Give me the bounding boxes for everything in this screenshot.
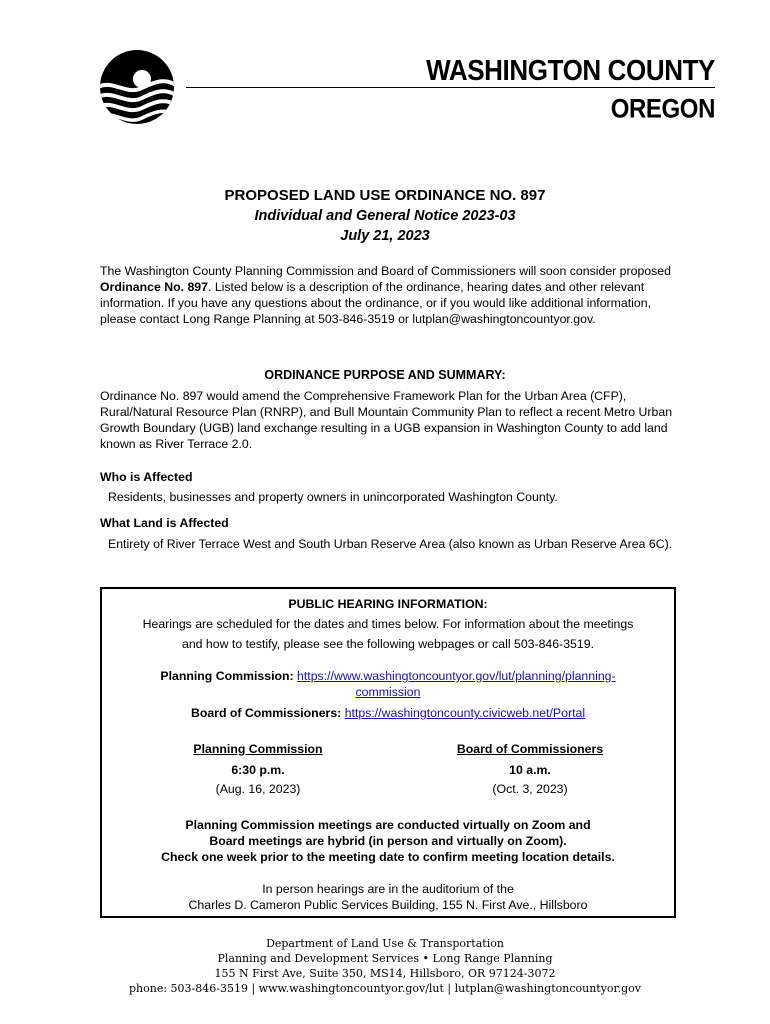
boc-link[interactable]: https://washingtoncounty.civicweb.net/Portal [344,706,586,720]
notice-date: July 21, 2023 [340,228,430,244]
pc-link-label: Planning Commission: [160,669,294,683]
location-line-1: In person hearings are in the auditorium of the [262,882,514,896]
purpose-paragraph: Ordinance No. 897 would amend the Comprehensive Framework Plan for the Urban Area (CFP), Rural/Natural Resource Plan (RNRP), and Bull Mountain Community Plan to reflect a recent Metro Urban Growth Boundary (UGB) land exchange resulting in a UGB expansion in Washington County to add land known as River Terrace 2.0. [100,389,673,451]
meeting-note-2: Board meetings are hybrid (in person and virtually on Zoom). [209,834,567,848]
footer-department: Department of Land Use & Transportation [266,937,504,950]
intro-paragraph [100,263,690,327]
state-name: OREGON [610,94,715,125]
land-affected-heading: What Land is Affected [100,516,229,530]
pc-column-title: Planning Commission [193,742,323,756]
boc-date: (Oct. 3, 2023) [492,782,568,796]
who-affected-text: Residents, businesses and property owners in unincorporated Washington County. [108,490,558,504]
intro-text-post: . Listed below is a description of the ordinance, hearing dates and other relevant information. If you have any questions about the ordinance, or if you would like additional information, please contact Long Range Planning at 503-846-3519 or lutplan@washingtoncountyor.gov. [100,280,651,326]
land-affected-text: Entirety of River Terrace West and South Urban Reserve Area (also known as Urban Reserve Area 6C). [108,537,673,551]
meeting-note-3: Check one week prior to the meeting date to confirm meeting location details. [161,850,615,864]
footer-contact: phone: 503-846-3519 | www.washingtoncountyor.gov/lut | lutplan@washingtoncountyor.gov [129,982,641,995]
pc-link-continued-text[interactable]: commission [355,685,421,699]
intro-ordinance-number: Ordinance No. 897 [100,280,208,294]
meeting-note-1: Planning Commission meetings are conducted virtually on Zoom and [185,818,591,832]
hearing-heading: PUBLIC HEARING INFORMATION: [288,597,488,611]
footer-address: 155 N First Ave, Suite 350, MS14, Hillsboro, OR 97124-3072 [214,967,556,980]
county-logo-icon [98,48,176,126]
hearing-intro-line-2: and how to testify, please see the following webpages or call 503-846-3519. [182,637,594,651]
purpose-heading: ORDINANCE PURPOSE AND SUMMARY: [264,368,506,382]
pc-link-continued [100,685,676,699]
boc-column-title: Board of Commissioners [456,742,604,756]
notice-subtitle: Individual and General Notice 2023-03 [254,208,516,224]
pc-time: 6:30 p.m. [231,763,285,777]
location-line-2: Charles D. Cameron Public Services Building, 155 N. First Ave., Hillsboro [188,898,588,912]
boc-link-label: Board of Commissioners: [190,706,342,720]
page-title: PROPOSED LAND USE ORDINANCE NO. 897 [224,187,546,204]
pc-link-line [100,669,676,683]
hearing-intro-line-1: Hearings are scheduled for the dates and times below. For information about the meetings [142,617,634,631]
pc-link[interactable]: https://www.washingtoncountyor.gov/lut/planning/planning- [297,669,616,683]
boc-time: 10 a.m. [509,763,551,777]
intro-text-pre: The Washington County Planning Commission and Board of Commissioners will soon consider proposed [100,264,671,278]
county-name: WASHINGTON COUNTY [426,53,715,87]
who-affected-heading: Who is Affected [100,470,193,484]
footer-division: Planning and Development Services • Long Range Planning [217,952,553,965]
boc-link-line [100,706,676,720]
pc-date: (Aug. 16, 2023) [215,782,301,796]
